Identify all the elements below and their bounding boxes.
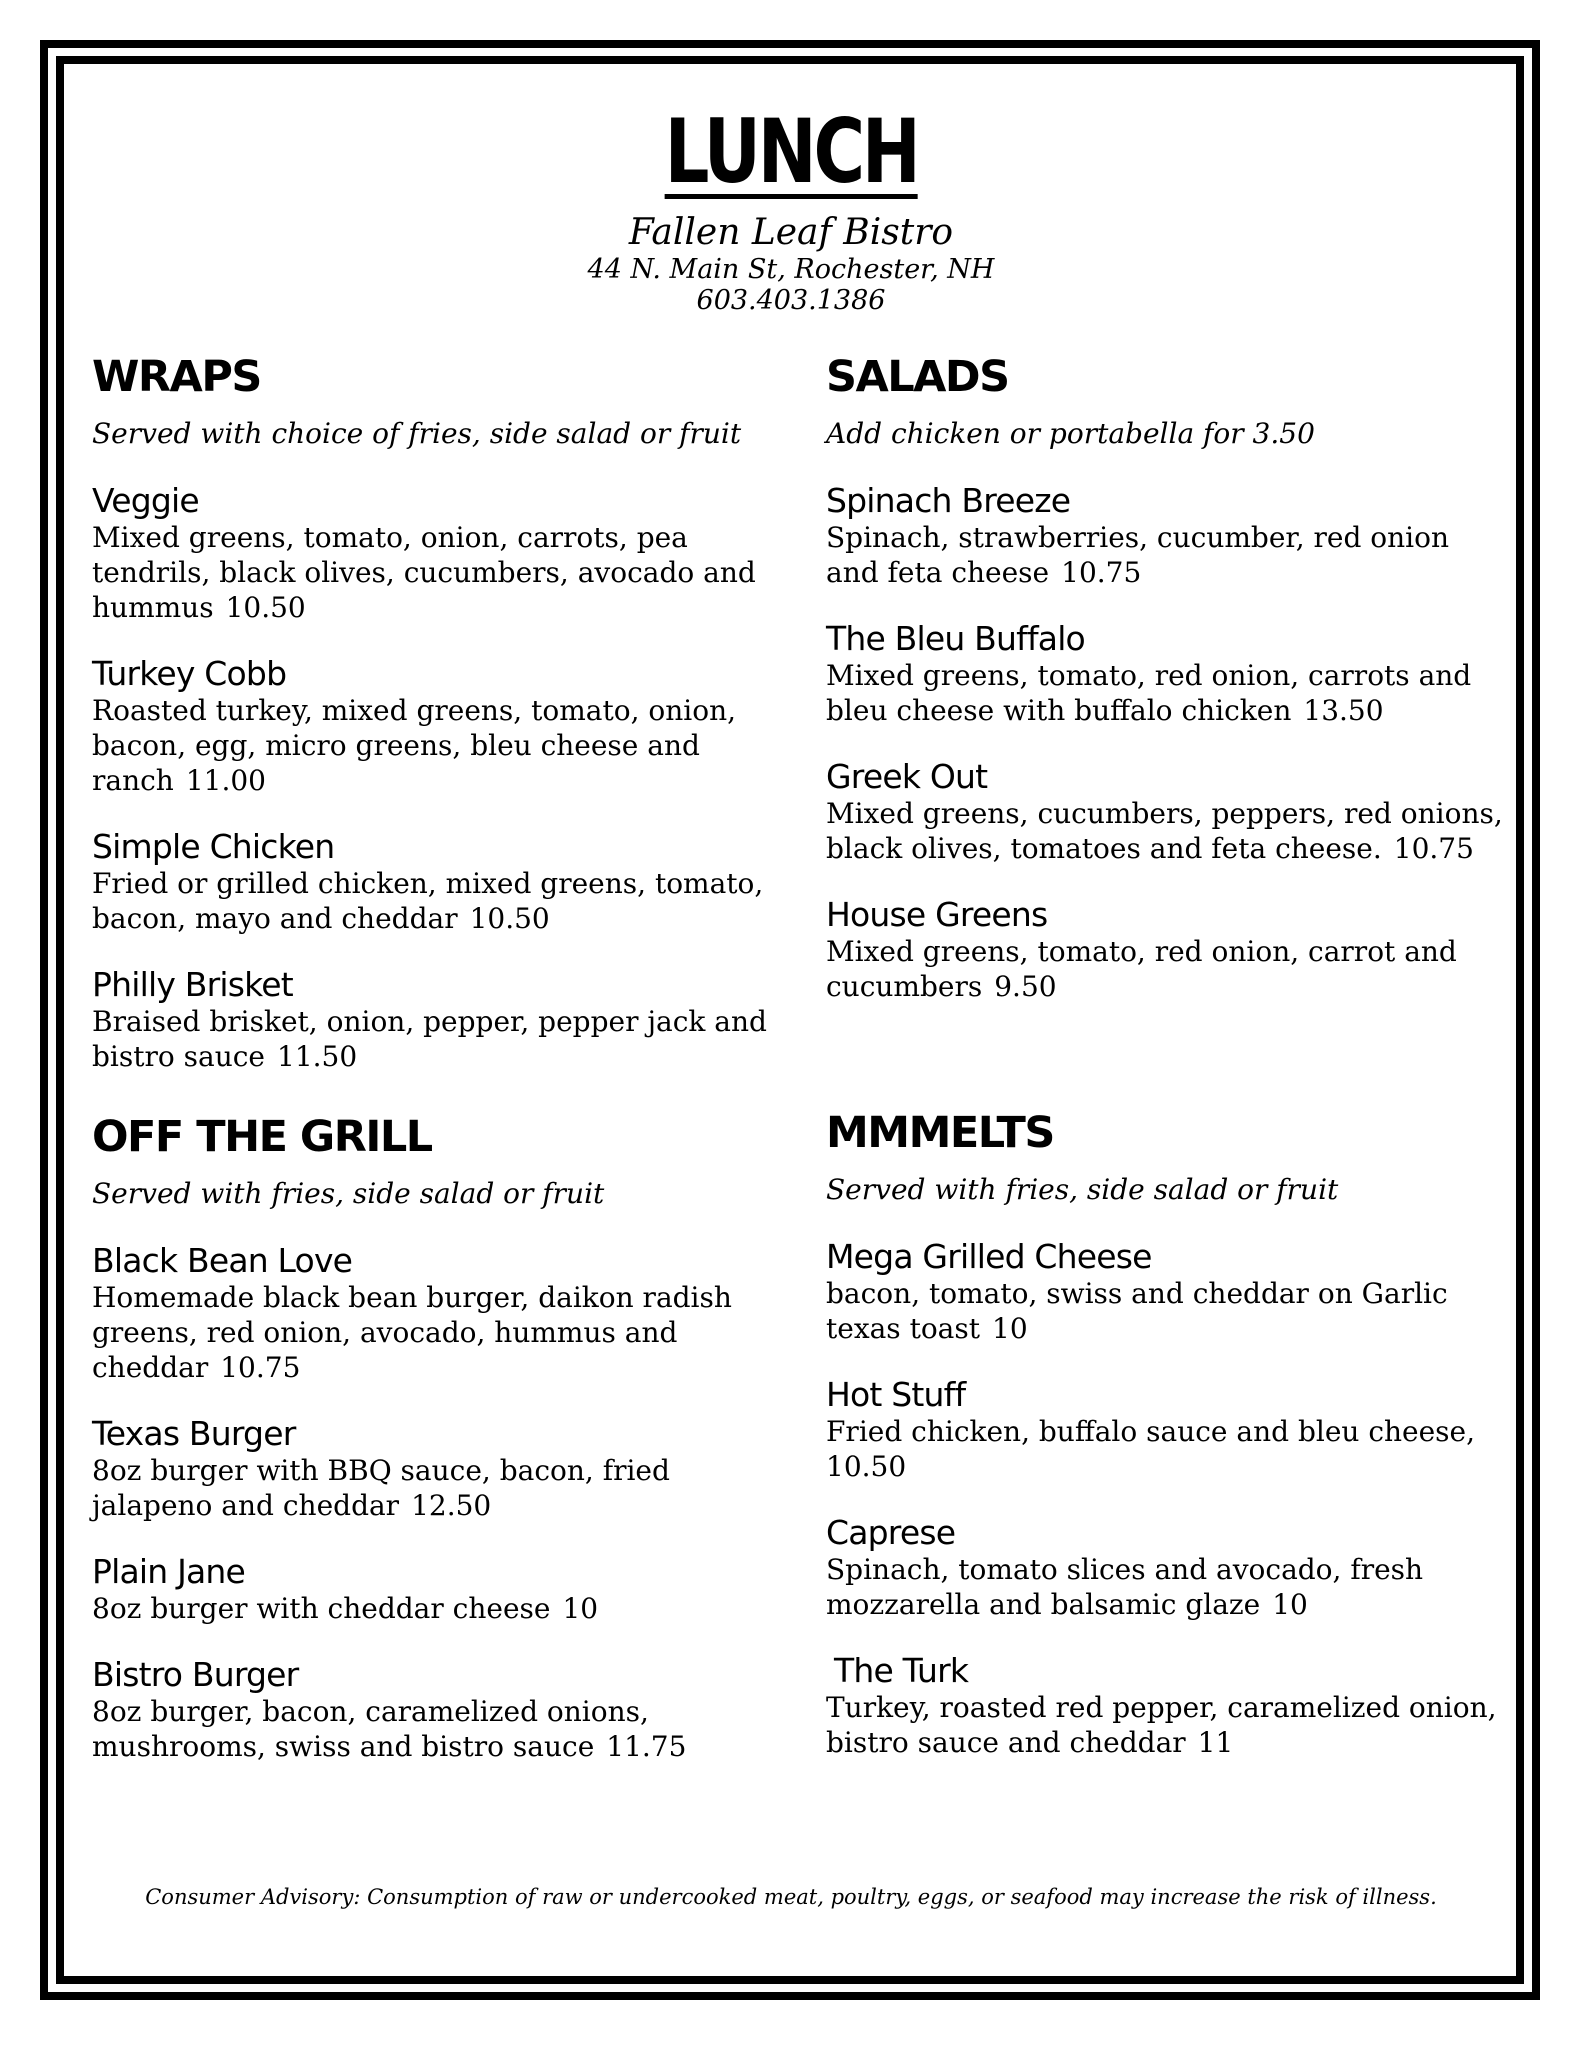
item-name: Hot Stuff [826,1375,966,1414]
section-mmmelts [826,1108,1506,1760]
menu-item [92,655,772,798]
item-name: Simple Chicken [92,827,335,866]
item-description: Spinach, tomato slices and avocado, fresh mozzarella and balsamic glaze 10 [826,1553,1424,1621]
item-name: Veggie [92,481,199,520]
item-description: Spinach, strawberries, cucumber, red onion and feta cheese 10.75 [826,521,1450,589]
menu-item [826,1376,1506,1484]
item-name: Turkey Cobb [92,654,287,693]
section-note: Add chicken or portabella for 3.50 [826,417,1315,450]
menu-item [826,1514,1506,1622]
section-title: MMMELTS [826,1108,1054,1158]
item-price: 11.75 [606,1730,687,1763]
menu-item [826,1652,1506,1760]
section-note: Served with choice of fries, side salad or fruit [92,417,742,450]
menu-item [92,1415,772,1523]
section-title: SALADS [826,352,1009,402]
item-price: 11.00 [185,764,266,797]
item-description: Roasted turkey, mixed greens, tomato, onion, bacon, egg, micro greens, bleu cheese and ranch 11.00 [92,694,736,797]
restaurant-phone: 603.403.1386 [696,285,886,316]
menu-item [826,482,1506,590]
menu-item [92,828,772,936]
menu-item [92,1242,772,1385]
menu-item [826,758,1506,866]
item-name: Black Bean Love [92,1241,353,1280]
item-price: 10 [562,1592,599,1625]
section-note: Served with fries, side salad or fruit [92,1177,605,1210]
item-description: Turkey, roasted red pepper, caramelized onion, bistro sauce and cheddar 11 [826,1691,1497,1759]
item-name: Bistro Burger [92,1655,299,1694]
item-description: Mixed greens, tomato, onion, carrots, pea tendrils, black olives, cucumbers, avocado and hummus 10.50 [92,521,756,624]
section-off-the-grill [92,1112,772,1764]
menu-title: LUNCH [664,100,918,203]
item-price: 11.50 [277,1040,358,1073]
item-description: Homemade black bean burger, daikon radish greens, red onion, avocado, hummus and cheddar 10.75 [92,1281,732,1384]
item-name: Plain Jane [92,1552,246,1591]
item-description: Fried or grilled chicken, mixed greens, tomato, bacon, mayo and cheddar 10.50 [92,867,764,935]
item-price: 10 [1272,1588,1308,1621]
item-description: 8oz burger with cheddar cheese 10 [92,1592,599,1625]
section-title: WRAPS [92,352,261,402]
item-name: Philly Brisket [92,965,293,1004]
restaurant-name: Fallen Leaf Bistro [628,212,954,253]
restaurant-header [0,212,1582,316]
section-salads [826,352,1506,1004]
menu-item [92,966,772,1074]
item-name: Texas Burger [92,1414,296,1453]
item-description: Fried chicken, buffalo sauce and bleu cheese, 10.50 [826,1415,1476,1483]
item-name: House Greens [826,895,1048,934]
item-price: 10.50 [826,1450,907,1483]
item-name: The Turk [834,1651,969,1690]
item-name: Greek Out [826,757,988,796]
item-description: Mixed greens, tomato, red onion, carrots and bleu cheese with buffalo chicken 13.50 [826,659,1472,727]
item-price: 10 [992,1312,1028,1345]
section-title: OFF THE GRILL [92,1112,432,1162]
item-price: 10.75 [220,1351,301,1384]
item-price: 12.50 [411,1489,492,1522]
item-description: bacon, tomato, swiss and cheddar on Garlic texas toast 10 [826,1277,1448,1345]
menu-item [92,1553,772,1626]
menu-item [92,1656,772,1764]
item-name: The Bleu Buffalo [826,619,1085,658]
item-description: Braised brisket, onion, pepper, pepper jack and bistro sauce 11.50 [92,1005,767,1073]
item-description: Mixed greens, tomato, red onion, carrot and cucumbers 9.50 [826,935,1457,1003]
item-price: 13.50 [1303,694,1384,727]
item-price: 10.75 [1393,832,1474,865]
item-price: 11 [1197,1726,1234,1759]
item-name: Spinach Breeze [826,481,1071,520]
item-price: 10.75 [1061,556,1142,589]
item-description: Mixed greens, cucumbers, peppers, red onions, black olives, tomatoes and feta cheese. 10.75 [826,797,1503,865]
section-note: Served with fries, side salad or fruit [826,1173,1339,1206]
menu-item [826,896,1506,1004]
item-name: Caprese [826,1513,956,1552]
restaurant-address: 44 N. Main St, Rochester, NH [587,254,995,285]
menu-item [826,1238,1506,1346]
item-price: 10.50 [469,902,550,935]
item-name: Mega Grilled Cheese [826,1237,1152,1276]
section-wraps [92,352,772,1074]
item-price: 10.50 [225,591,306,624]
item-price: 9.50 [994,970,1057,1003]
menu-item [826,620,1506,728]
item-description: 8oz burger, bacon, caramelized onions, mushrooms, swiss and bistro sauce 11.75 [92,1695,687,1763]
menu-item [92,482,772,625]
consumer-advisory: Consumer Advisory: Consumption of raw or undercooked meat, poultry, eggs, or seafood may increase the risk of illness. [145,1885,1437,1909]
item-description: 8oz burger with BBQ sauce, bacon, fried jalapeno and cheddar 12.50 [92,1454,670,1522]
